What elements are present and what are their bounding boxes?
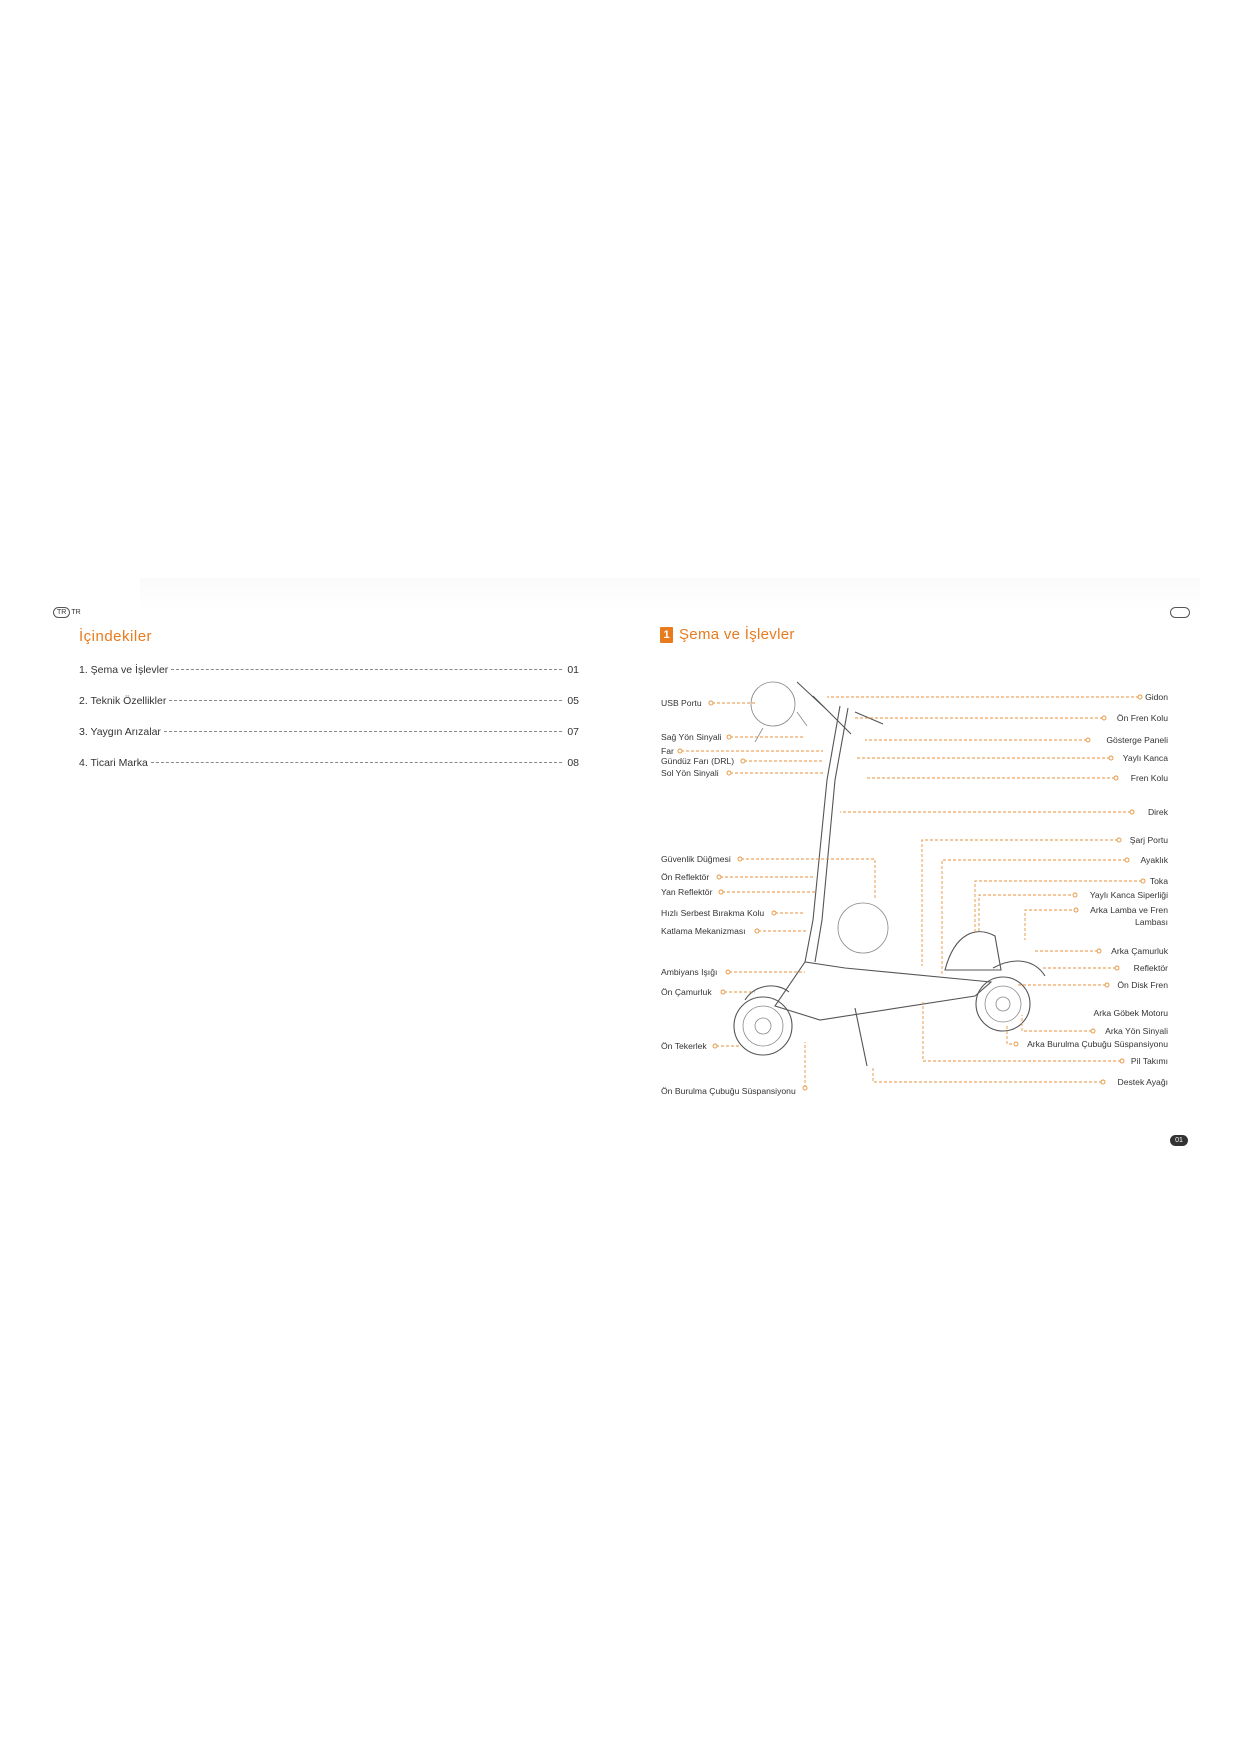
front-wheel-hub [755,1018,771,1034]
toc-leader [171,669,562,670]
front-fender [745,986,789,1000]
label-on-camurluk: Ön Çamurluk [661,987,712,997]
label-yayli-kanca-siperligi: Yaylı Kanca Siperliği [1089,890,1168,900]
toc-item-label: 4. Ticari Marka [79,757,148,769]
label-yayli-kanca: Yaylı Kanca [1122,753,1168,763]
label-gunduz-fari: Gündüz Farı (DRL) [661,756,735,766]
label-on-disk-fren: Ön Disk Fren [1117,980,1168,990]
rear-wheel [976,977,1030,1031]
toc-leader [169,700,562,701]
label-guvenlik-dugmesi: Güvenlik Düğmesi [661,854,731,864]
label-on-fren-kolu: Ön Fren Kolu [1116,713,1168,723]
section-title: Şema ve İşlevler [679,626,795,643]
toc-item[interactable] [79,726,579,757]
label-arka-lamba-ve-fren: Arka Lamba ve Fren [1090,905,1168,915]
toc-leader [151,762,562,763]
label-destek-ayagi: Destek Ayağı [1117,1077,1168,1087]
folding-detail-callout [838,903,888,953]
toc-item[interactable] [79,757,579,788]
label-ayaklik: Ayaklık [1140,855,1168,865]
label-gosterge-paneli: Gösterge Paneli [1106,735,1168,745]
label-gidon: Gidon [1145,692,1168,702]
right-labels [1027,692,1169,1087]
usb-detail-callout [751,682,795,726]
label-reflektor: Reflektör [1133,963,1168,973]
label-arka-yon-sinyali: Arka Yön Sinyali [1105,1026,1168,1036]
front-wheel-rim [743,1006,783,1046]
toc-item[interactable] [79,664,579,695]
section-number-badge: 1 [660,627,673,643]
toc-item-page: 07 [567,726,579,738]
label-direk: Direk [1147,807,1168,817]
rear-wheel-hub [996,997,1010,1011]
toc-item[interactable] [79,695,579,726]
toc-item-label: 1. Şema ve İşlevler [79,664,169,676]
scooter-diagram [655,670,1175,1110]
toc-item-label: 2. Teknik Özellikler [79,695,167,707]
toc-item-label: 3. Yaygın Arızalar [79,726,161,738]
rear-wheel-rim [985,986,1021,1022]
language-pill: TR [53,607,70,618]
toc-item-page: 08 [567,757,579,769]
label-sag-yon-sinyali: Sağ Yön Sinyali [661,732,722,742]
header-band [140,578,1200,612]
label-arka-burulma-cubugu: Arka Burulma Çubuğu Süspansiyonu [1027,1039,1168,1049]
label-yan-reflektor: Yan Reflektör [661,887,713,897]
label-katlama-mekanizmasi: Katlama Mekanizması [661,926,746,936]
section-heading [660,626,795,643]
page-number-badge: 01 [1170,1135,1188,1146]
label-on-tekerlek: Ön Tekerlek [661,1041,707,1051]
label-toka: Toka [1149,876,1168,886]
toc-item-page: 05 [567,695,579,707]
label-sol-yon-sinyali: Sol Yön Sinyali [661,768,719,778]
label-arka-gobek-motoru: Arka Göbek Motoru [1093,1008,1168,1018]
stem-front [805,706,840,962]
label-arka-camurluk: Arka Çamurluk [1111,946,1168,956]
kickstand [855,1008,867,1066]
label-usb-portu: USB Portu [661,698,702,708]
stem-back [815,708,848,962]
label-lambasi: Lambası [1135,917,1168,927]
deck [775,962,991,1020]
rear-lamp-housing [945,932,1001,970]
language-code: TR [71,609,81,616]
label-on-reflektor: Ön Reflektör [661,872,710,882]
label-hizli-serbest-birakma-kolu: Hızlı Serbest Bırakma Kolu [661,908,765,918]
label-on-burulma-cubugu: Ön Burulma Çubuğu Süspansiyonu [661,1086,796,1096]
callout-pointer [755,712,807,742]
label-sarj-portu: Şarj Portu [1129,835,1168,845]
table-of-contents [79,664,579,788]
label-fren-kolu: Fren Kolu [1130,773,1168,783]
toc-title: İçindekiler [79,628,153,645]
left-labels [661,698,796,1096]
label-pil-takimi: Pil Takımı [1130,1056,1168,1066]
language-badge [53,607,81,618]
toc-leader [164,731,562,732]
header-pill-icon [1170,607,1190,618]
label-far: Far [661,746,674,756]
toc-item-page: 01 [567,664,579,676]
label-ambiyans-isigi: Ambiyans Işığı [661,967,718,977]
